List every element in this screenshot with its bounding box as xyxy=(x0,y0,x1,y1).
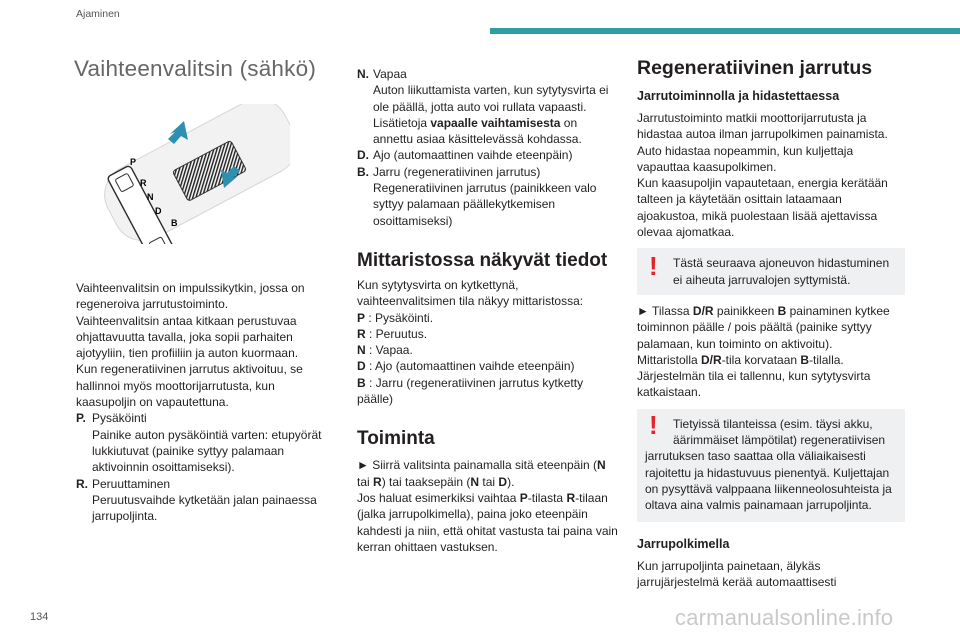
intro-paragraph-1: Vaihteenvalitsin on impulssikytkin, jossa on regeneroiva jarrutustoiminto. xyxy=(76,281,305,312)
state-n: N : Vapaa. xyxy=(357,343,413,358)
warning-box-1: ! Tästä seuraava ajoneuvon hidastuminen ei aiheuta jarruvalojen syttymistä. xyxy=(637,248,905,295)
header-section: Ajaminen xyxy=(76,8,120,20)
warning-icon: ! xyxy=(649,409,658,440)
watermark: carmanualsonline.info xyxy=(675,605,894,630)
gear-selector-illustration xyxy=(100,104,290,244)
column-3 xyxy=(637,56,905,590)
regen-paragraph-4: Kun jarrupoljinta painetaan, älykäs jarrujärjestelmä kerää automaattisesti xyxy=(637,558,837,589)
list-item-r: R. Peruuttaminen Peruutusvaihde kytketään jalan painaessa jarrupoljinta. xyxy=(76,476,317,524)
list-item-b: B. Jarru (regeneratiivinen jarrutus) Regeneratiivinen jarrutus (painikkeen valo syttyy palamaan päällekytkemisen osoittamiseksi) xyxy=(357,164,597,228)
subheading-braking: Jarrutoiminnolla ja hidastettaessa xyxy=(637,89,840,103)
column-2 xyxy=(357,66,619,555)
arrow-bullet-icon: ► xyxy=(637,303,649,318)
selector-label-n: N xyxy=(147,192,154,202)
heading-regen-braking: Regeneratiivinen jarrutus xyxy=(637,57,873,79)
list-item-p: P. Pysäköinti Painike auton pysäköintiä varten: etupyörät lukkiutuvat (painike syttyy palamaan aktivoinnin osoittamiseksi). xyxy=(76,411,322,475)
intro-paragraph-3: Kun regeneratiivinen jarrutus aktivoituu, se hallinnoi myös moottorijarrutusta, kun kaasupoljin on vapautettuna. xyxy=(76,362,303,410)
regen-instrument: Mittaristolla D/R-tila korvataan B-tilalla. xyxy=(637,352,844,367)
example-paragraph: Jos haluat esimerkiksi vaihtaa P-tilasta R-tilaan (jalka jarrupolkimella), paina joko eteenpäin kahdesti ja niin, että ohitat vastusta tai paina vain kerran ohittaen vastuksen. xyxy=(357,490,618,554)
intro-paragraph-2: Vaihteenvalitsin antaa kitkaan perustuvaa ohjattavuutta tavalla, joka sopii parhaiten ajotyyliin, tien profiiliin ja auton kuormaan. xyxy=(76,313,299,361)
heading-instrument-info: Mittaristossa näkyvät tiedot xyxy=(357,249,608,271)
regen-paragraph-3: Järjestelmän tila ei tallennu, kun sytytysvirta katkaistaan. xyxy=(637,369,871,400)
warning-icon: ! xyxy=(649,251,658,282)
subheading-brake-pedal: Jarrupolkimella xyxy=(637,536,730,551)
state-d: D : Ajo (automaattinen vaihde eteenpäin) xyxy=(357,359,575,374)
arrow-bullet-icon: ► xyxy=(357,458,369,473)
selector-label-p: P xyxy=(130,157,137,167)
selector-label-r: R xyxy=(140,178,147,188)
selector-label-b: B xyxy=(171,218,178,228)
page-title: Vaihteenvalitsin (sähkö) xyxy=(74,56,317,81)
regen-paragraph-1: Jarrutustoiminto matkii moottorijarrutusta ja hidastaa autoa ilman jarrupolkimen painamista. Auto hidastaa nopeammin, kun kuljettaja vapauttaa kaasupolkimen. xyxy=(637,111,888,174)
heading-operation: Toiminta xyxy=(357,428,435,450)
state-b: B : Jarru (regeneratiivinen jarrutus kytketty päälle) xyxy=(357,375,584,407)
page-number: 134 xyxy=(30,611,49,623)
state-p: P : Pysäköinti. xyxy=(357,310,434,325)
list-item-d: D. Ajo (automaattinen vaihde eteenpäin) xyxy=(357,148,573,163)
list-item-n: N. Vapaa Auton liikuttamista varten, kun sytytysvirta ei ole päällä, jotta auto voi rullata vapaasti. Lisätietoja vapaalle vaihtamisesta on annettu asiaa käsittelevässä kohdassa. xyxy=(357,67,609,147)
column-1 xyxy=(76,280,326,524)
regen-operation: ► Tilassa D/R painikkeen B painaminen kytkee toiminnon päälle / pois päältä (painike syttyy palamaan, kun toiminto on aktivoitu). xyxy=(637,303,890,351)
state-r: R : Peruutus. xyxy=(357,326,428,341)
regen-paragraph-2: Kun kaasupoljin vapautetaan, energia kerätään talteen ja käytetään osittain lataamaan ajoakustoa, mikä puolestaan lisää ajettavissa olevaa ajomatkaa. xyxy=(637,176,888,240)
operation-paragraph: ► Siirrä valitsinta painamalla sitä eteenpäin (N tai R) tai taaksepäin (N tai D). xyxy=(357,458,606,489)
selector-label-d: D xyxy=(155,206,162,216)
header-accent-bar xyxy=(490,28,960,34)
instrument-intro: Kun sytytysvirta on kytkettynä, vaihteenvalitsimen tila näkyy mittaristossa: xyxy=(357,277,584,309)
warning-box-2: ! Tietyissä tilanteissa (esim. täysi akku, äärimmäiset lämpötilat) regeneratiivisen jarrutuksen taso saattaa olla väliaikaisesti rajoitettu ja hidastuvuus pienentyä. Kuljettajan on pysyttävä valppaana liikenneolosuhteista ja oltava aina valmis painamaan jarrupoljinta. xyxy=(637,409,905,522)
